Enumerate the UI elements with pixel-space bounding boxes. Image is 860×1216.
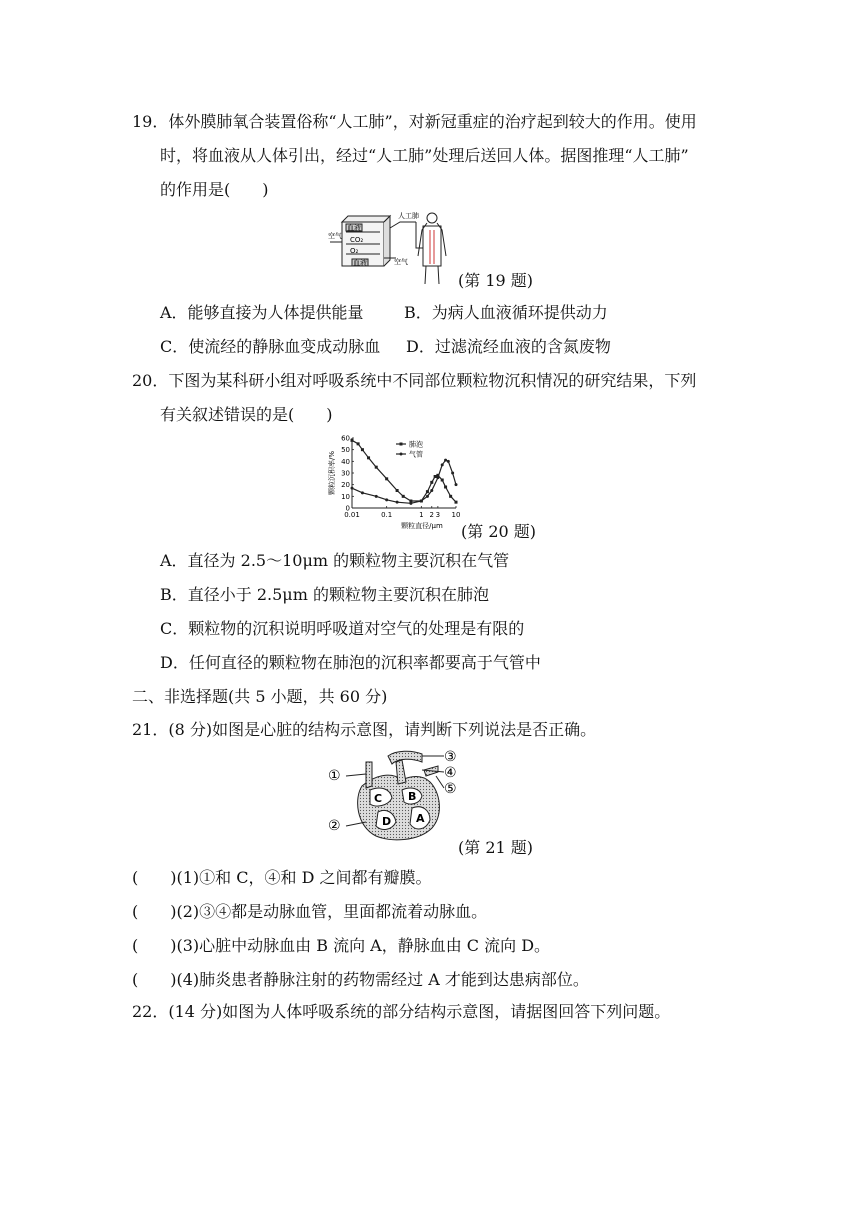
series-point — [430, 481, 433, 484]
series-point — [455, 501, 458, 504]
q19-option-b: B．为病人血液循环提供动力 — [404, 303, 608, 322]
q19-line2: 时，将血液从人体引出，经过“人工肺”处理后送回人体。据图推理“人工肺” — [160, 146, 689, 165]
series-point — [444, 459, 447, 462]
series-point — [361, 448, 364, 451]
q21-caption: (第 21 题) — [458, 838, 534, 857]
q21-item-2: ( )(2)③④都是动脉血管，里面都流着动脉血。 — [132, 902, 488, 921]
series-point — [375, 466, 378, 469]
y-tick-label: 60 — [341, 434, 350, 443]
q20-chart — [326, 432, 462, 536]
series-point — [420, 500, 423, 503]
heart-chamber-b: B — [408, 790, 417, 803]
o2-label: O₂ — [350, 247, 359, 255]
q20-line1: 20．下图为某科研小组对呼吸系统中不同部位颗粒物沉积情况的研究结果，下列 — [132, 371, 697, 390]
air-right-label: 空气 — [394, 258, 408, 266]
q19-line1: 19．体外膜肺氧合装置俗称“人工肺”，对新冠重症的治疗起到较大的作用。使用 — [132, 112, 697, 131]
heart-drawing — [346, 751, 444, 840]
series-point — [426, 490, 429, 493]
y-tick-label: 40 — [341, 457, 350, 466]
x-tick-label: 0.1 — [381, 511, 393, 519]
series-point — [375, 495, 378, 498]
q22-stem: 22．(14 分)如图为人体呼吸系统的部分结构示意图，请据图回答下列问题。 — [132, 1002, 671, 1021]
x-tick-label: 10 — [451, 511, 461, 519]
q20-option-c: C．颗粒物的沉积说明呼吸道对空气的处理是有限的 — [160, 619, 525, 638]
series-point — [434, 475, 437, 478]
legend-marker — [400, 443, 403, 446]
y-tick-label: 30 — [341, 469, 350, 478]
heart-label-2: ② — [328, 818, 341, 834]
series-point — [396, 501, 399, 504]
heart-chamber-c: C — [374, 792, 383, 805]
section2-heading: 二、非选择题(共 5 小题，共 60 分) — [132, 687, 388, 706]
q19-option-a: A．能够直接为人体提供能量 — [160, 303, 364, 322]
series-point — [396, 489, 399, 492]
legend-label: 气管 — [409, 450, 423, 459]
series-point — [409, 502, 412, 505]
q20-line2: 有关叙述错误的是( ) — [160, 405, 333, 424]
series-point — [430, 489, 433, 492]
heart-label-5: ⑤ — [444, 781, 457, 797]
heart-label-3: ③ — [444, 749, 457, 765]
x-tick-label: 1 — [419, 511, 424, 519]
heart-label-1: ① — [328, 768, 341, 784]
q21-item-3: ( )(3)心脏中动脉血由 B 流向 A，静脉血由 C 流向 D。 — [132, 936, 551, 955]
y-tick-label: 0 — [345, 504, 350, 513]
series-point — [455, 483, 458, 486]
series-point — [451, 472, 454, 475]
artificial-lung-label: 人工肺 — [398, 212, 419, 220]
series-point — [449, 495, 452, 498]
q19-line3: 的作用是( ) — [160, 180, 269, 199]
series-point — [441, 479, 444, 482]
q21-stem: 21．(8 分)如图是心脏的结构示意图，请判断下列说法是否正确。 — [132, 720, 597, 739]
y-tick-label: 20 — [341, 481, 350, 490]
heart-chamber-a: A — [416, 812, 425, 825]
series-point — [361, 491, 364, 494]
q20-option-d: D．任何直径的颗粒物在肺泡的沉积率都要高于气管中 — [160, 653, 541, 672]
x-tick-label: 3 — [435, 511, 441, 519]
q20-caption: (第 20 题) — [461, 522, 537, 541]
legend-marker — [400, 453, 403, 456]
chart-series — [351, 439, 458, 505]
human-body-drawing — [416, 213, 446, 284]
series-point — [447, 460, 450, 463]
heart-label-4: ④ — [444, 765, 457, 781]
blood-bottom-label: 血液 — [353, 259, 367, 267]
series-point — [441, 463, 444, 466]
x-tick-label: 2 — [429, 511, 435, 519]
co2-label: CO₂ — [350, 236, 364, 244]
q20-option-a: A．直径为 2.5～10μm 的颗粒物主要沉积在气管 — [160, 551, 510, 570]
x-axis-label: 颗粒直径/μm — [401, 522, 443, 530]
series-point — [426, 495, 429, 498]
chart-text — [327, 435, 460, 531]
x-tick-label: 0.01 — [344, 511, 360, 519]
series-point — [385, 477, 388, 480]
q19-caption: (第 19 题) — [458, 271, 534, 290]
blood-top-label: 血液 — [347, 224, 361, 232]
q20-option-b: B．直径小于 2.5μm 的颗粒物主要沉积在肺泡 — [160, 585, 489, 604]
q21-heart-figure — [326, 746, 462, 846]
y-tick-label: 50 — [341, 446, 350, 455]
q21-item-4: ( )(4)肺炎患者静脉注射的药物需经过 A 才能到达患病部位。 — [132, 970, 589, 989]
svg-text:空气: 空气 — [328, 232, 342, 240]
series-point — [444, 486, 447, 489]
y-tick-label: 10 — [341, 492, 350, 501]
air-left-label — [328, 231, 342, 240]
series-point — [367, 456, 370, 459]
series-point — [436, 476, 439, 479]
legend-label: 肺泡 — [409, 440, 423, 449]
series-point — [385, 498, 388, 501]
heart-chamber-d: D — [382, 815, 392, 828]
series-point — [351, 439, 354, 442]
series-point — [357, 442, 360, 445]
q21-item-1: ( )(1)①和 C，④和 D 之间都有瓣膜。 — [132, 868, 432, 887]
q19-option-d: D．过滤流经血液的含氮废物 — [406, 337, 611, 356]
series-point — [351, 487, 354, 490]
series-point — [402, 495, 405, 498]
y-axis-label: 颗粒沉积率/% — [328, 450, 336, 496]
q19-figure — [326, 208, 458, 286]
q19-option-c: C．使流经的静脉血变成动脉血 — [160, 337, 381, 356]
